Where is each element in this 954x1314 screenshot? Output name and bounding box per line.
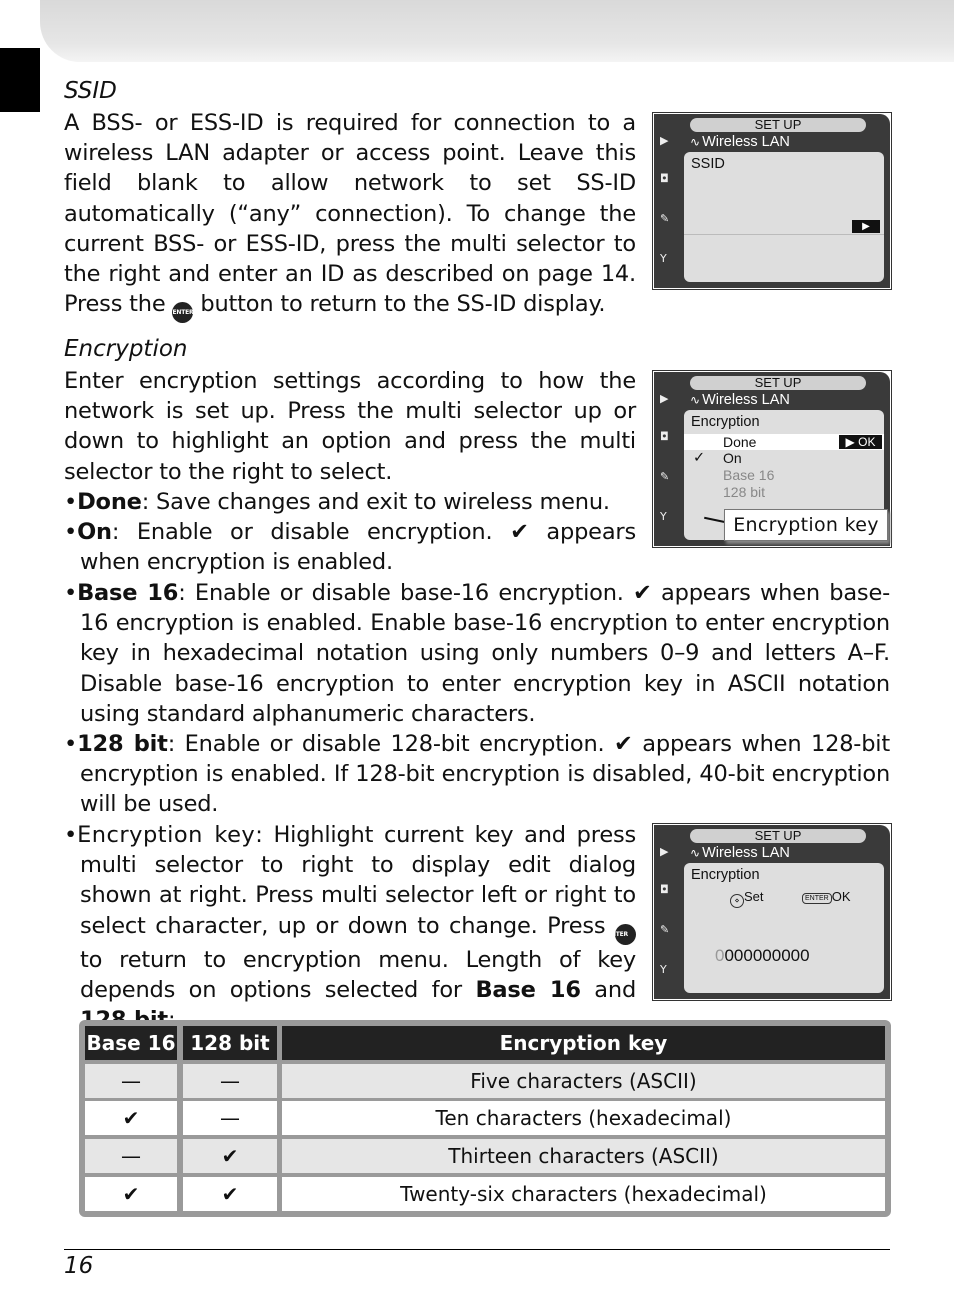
page-number: 16	[64, 1253, 94, 1279]
play-icon: ▶	[660, 134, 669, 147]
bullet-encryption-key: •Encryption key: Highlight current key and press multi selector to right to display edit dialog shown at right. Press multi selector left or right to select character, up or down to change. Press ENTER to return to encryption menu. Length of key depends on options selected for Base 16 and	[64, 822, 637, 1003]
setup-pill: SET UP	[690, 376, 866, 390]
table-cell: Ten characters (hexadecimal)	[282, 1101, 885, 1135]
ssid-text-1: A BSS- or ESS-ID is required for connection to a wireless LAN adapter or access point. Leave this field blank to allow network to set SS-ID automatically (“any” connection). To change the current BSS- or ESS-ID, press the multi selector to the right and enter an ID as described on page 14. Press the	[64, 110, 636, 318]
encryption-key-callout: Encryption key	[724, 509, 888, 541]
enter-button-icon: ENTER	[172, 302, 193, 323]
key-cursor: 0	[715, 946, 725, 965]
menu-item-done[interactable]: Done	[723, 434, 757, 450]
table-header-128bit: 128 bit	[183, 1026, 277, 1060]
header-band	[40, 0, 954, 62]
wrench-icon: Y	[660, 963, 667, 976]
wrench-icon: Y	[660, 252, 667, 265]
key-value[interactable]: 0000000000	[715, 946, 810, 965]
divider	[684, 234, 884, 235]
wrench-icon: Y	[660, 510, 667, 523]
encryption-heading: Encryption	[64, 336, 188, 362]
encryption-intro: Enter encryption settings according to how the network is set up. Press the multi selector up or down to highlight an option and press the multi selector to the right to select.	[64, 368, 636, 485]
pencil-icon: ✎	[660, 470, 670, 483]
bullet-on: •On: Enable or disable encryption. ✔ appears when encryption is enabled.	[64, 519, 636, 576]
table-cell: —	[85, 1139, 177, 1173]
table-cell: ✔	[183, 1139, 277, 1173]
ok-hint: ENTER OK	[802, 889, 851, 904]
footer-rule	[64, 1249, 890, 1250]
wireless-title: ∿ Wireless LAN	[690, 134, 790, 150]
encryption-key-table	[79, 1020, 891, 1217]
section-tab	[0, 48, 40, 112]
table-cell: ✔	[85, 1177, 177, 1211]
multi-selector-icon: ⋄	[730, 894, 744, 908]
key-edit-screen	[652, 823, 892, 1001]
table-header-base16: Base 16	[85, 1026, 177, 1060]
table-cell: —	[183, 1101, 277, 1135]
check-icon: ✓	[693, 450, 706, 466]
encryption-label: Encryption	[691, 867, 760, 883]
bullet-done: •Done: Save changes and exit to wireless menu.	[64, 489, 610, 515]
setup-pill: SET UP	[690, 118, 866, 132]
table-cell: ✔	[183, 1177, 277, 1211]
camera-icon: ◘	[660, 172, 669, 185]
ssid-screen	[652, 112, 892, 290]
ok-indicator: ▶ OK	[839, 435, 882, 449]
table-cell: Thirteen characters (ASCII)	[282, 1139, 885, 1173]
table-cell: Twenty-six characters (hexadecimal)	[282, 1177, 885, 1211]
table-cell: —	[183, 1064, 277, 1098]
pencil-icon: ✎	[660, 923, 670, 936]
ssid-panel	[684, 152, 884, 282]
wireless-icon: ∿	[690, 135, 701, 149]
setup-pill: SET UP	[690, 829, 866, 843]
table-header-encryption-key: Encryption key	[282, 1026, 885, 1060]
camera-icon: ◘	[660, 883, 669, 896]
wireless-title: ∿ Wireless LAN	[690, 845, 790, 861]
enter-icon: ENTER	[802, 893, 832, 904]
ssid-heading: SSID	[64, 78, 117, 104]
bullet-base16: •Base 16: Enable or disable base-16 encryption. ✔ appears when base-16 encryption is enabled. Enable base-16 encryption to enter encryption key in hexadecimal notation using only numbers 0–9 and letters A–F. Disable base-16 encryption to enter encryption key in ASCII notation using standard alphanumeric characters.	[64, 580, 891, 727]
wireless-icon: ∿	[690, 846, 701, 860]
play-icon: ▶	[660, 845, 669, 858]
menu-item-base16[interactable]: Base 16	[723, 467, 775, 483]
right-arrow-icon: ▶	[852, 220, 880, 233]
wireless-icon: ∿	[690, 393, 701, 407]
table-cell: Five characters (ASCII)	[282, 1064, 885, 1098]
pencil-icon: ✎	[660, 212, 670, 225]
wireless-title: ∿ Wireless LAN	[690, 392, 790, 408]
bullet-128bit: •128 bit: Enable or disable 128-bit encryption. ✔ appears when 128-bit encryption is enabled. If 128-bit encryption is disabled, 40-bit encryption will be used.	[64, 731, 890, 818]
camera-icon: ◘	[660, 430, 669, 443]
encryption-label: Encryption	[691, 414, 760, 430]
set-hint: ⋄ Set	[730, 889, 764, 908]
ssid-paragraph	[64, 108, 636, 323]
table-cell: —	[85, 1064, 177, 1098]
key-edit-panel	[684, 863, 884, 993]
menu-item-on[interactable]: On	[723, 450, 742, 466]
play-icon: ▶	[660, 392, 669, 405]
ssid-text-2: button to return to the SS-ID display.	[200, 291, 606, 318]
table-cell: ✔	[85, 1101, 177, 1135]
ssid-label: SSID	[691, 156, 725, 172]
menu-item-128bit[interactable]: 128 bit	[723, 484, 766, 500]
enter-button-icon: ENTER	[615, 924, 636, 945]
